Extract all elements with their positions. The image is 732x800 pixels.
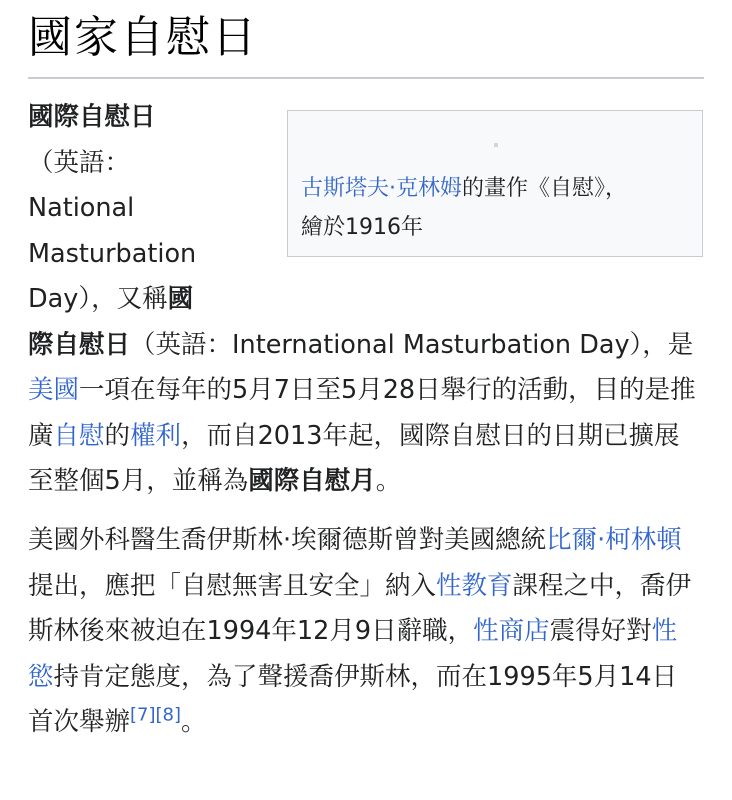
citation-8[interactable] — [156, 705, 182, 726]
figure-float-space — [198, 95, 698, 306]
citation-link[interactable]: [8] — [155, 704, 182, 726]
link-sexual-desire[interactable]: 性慾 — [28, 616, 678, 692]
bold-alt-term: 國際自慰日 — [28, 284, 194, 360]
text-segment: （英語：International Masturbation Day），是 — [130, 329, 694, 360]
text-segment: 美國外科醫生喬伊斯林·埃爾德斯曾對美國總統 — [28, 525, 547, 555]
text-segment: 。 — [375, 466, 402, 496]
citation-link[interactable]: [7] — [130, 704, 156, 726]
page-title: 國家自慰日 — [28, 12, 258, 63]
text-segment: 震得好對 — [549, 616, 652, 646]
link-rights[interactable]: 權利 — [130, 420, 182, 451]
text-segment: 持肯定態度，為了聲援喬伊斯林，而在1995年5月14日首次舉辦 — [28, 661, 678, 737]
history-paragraph — [28, 518, 698, 746]
link-usa[interactable]: 美國 — [28, 375, 80, 405]
link-sex-education[interactable]: 性教育 — [436, 570, 513, 601]
text-segment: 課程之中，喬伊斯林後來被迫在1994年12月9日辭職， — [28, 570, 692, 646]
link-gustav-klimt[interactable]: 古斯塔夫·克林姆 — [301, 176, 462, 201]
text-segment: 提出，應把「自慰無害且安全」納入 — [28, 570, 437, 601]
caption-text: 的畫作《自慰》，繪於1916年 — [301, 176, 628, 240]
text-segment: 一項在每年的5月7日至5月28日舉行的活動，目的是推廣 — [28, 375, 696, 451]
text-segment: 。 — [181, 707, 207, 737]
link-bill-clinton[interactable]: 比爾·柯林頓 — [546, 525, 682, 555]
link-masturbation[interactable]: 自慰 — [53, 420, 105, 451]
text-segment: ，而自2013年起，國際自慰日的日期已擴展至整個5月，並稱為 — [28, 420, 680, 496]
intro-paragraph — [28, 95, 698, 505]
bold-month-term: 國際自慰月 — [248, 466, 376, 496]
link-sex-shop[interactable]: 性商店 — [473, 616, 550, 646]
text-segment: （英語：National Masturbation Day），又稱 — [28, 147, 197, 314]
title-divider — [28, 77, 704, 79]
text-segment: 的 — [104, 420, 131, 451]
bold-term: 國際自慰日 — [28, 102, 156, 132]
citation-7[interactable] — [130, 705, 156, 726]
